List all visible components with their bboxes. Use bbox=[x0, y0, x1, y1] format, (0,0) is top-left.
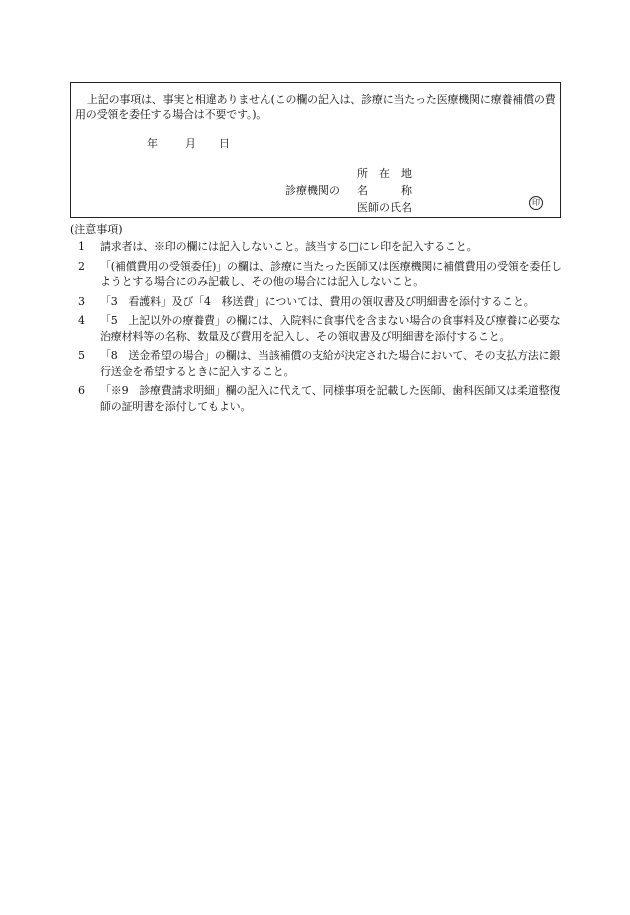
notes-heading: (注意事項) bbox=[70, 223, 123, 236]
note-text: 「5 上記以外の療養費」の欄には、入院料に食事代を含まない場合の食事料及び療養に必要な治療材料等の名称、数量及び費用を記入し、その領収書及び明細書を添付すること。 bbox=[100, 314, 561, 343]
note-text: 「3 看護料」及び「4 移送費」については、費用の領収書及び明細書を添付すること。 bbox=[100, 294, 535, 308]
institution-block bbox=[285, 165, 555, 215]
list-item bbox=[70, 259, 570, 290]
institution-label: 診療機関の bbox=[285, 184, 340, 197]
note-number: 1 bbox=[78, 240, 85, 253]
list-item bbox=[70, 383, 570, 414]
list-item bbox=[70, 294, 570, 310]
note-number: 2 bbox=[78, 259, 85, 273]
doctor-name-label: 医師の氏名 bbox=[357, 201, 412, 214]
notes-list bbox=[70, 239, 570, 418]
note-number: 3 bbox=[78, 294, 85, 308]
list-item bbox=[70, 348, 570, 379]
note-text: 「(補償費用の受領委任)」の欄は、診療に当たった医師又は医療機関に補償費用の受領を委任しようとする場合にのみ記載し、その他の場合には記入しないこと。 bbox=[100, 259, 562, 288]
list-item bbox=[70, 313, 570, 344]
seal-mark: 印 bbox=[529, 196, 543, 210]
note-text: 請求者は、※印の欄には記入しないこと。該当する□にレ印を記入すること。 bbox=[100, 240, 478, 253]
year-label: 年 bbox=[147, 137, 158, 150]
name-label: 名 称 bbox=[357, 184, 412, 197]
note-number: 4 bbox=[78, 314, 85, 327]
certification-statement: 上記の事項は、事実と相違ありません(この欄の記入は、診療に当たった医療機関に療養補償の費用の受領を委任する場合は不要です。)。 bbox=[75, 93, 556, 121]
list-item bbox=[70, 239, 570, 255]
day-label: 日 bbox=[219, 137, 230, 150]
note-text: 「※9 診療費請求明細」欄の記入に代えて、同様事項を記載した医師、歯科医師又は柔道整復師の証明書を添付してもよい。 bbox=[100, 384, 561, 413]
certification-box bbox=[70, 82, 561, 218]
note-number: 6 bbox=[78, 384, 85, 397]
note-text: 「8 送金希望の場合」の欄は、当該補償の支給が決定された場合において、その支払方法に銀行送金を希望するときに記入すること。 bbox=[100, 349, 561, 378]
note-number: 5 bbox=[78, 349, 85, 362]
month-label: 月 bbox=[185, 137, 196, 150]
address-label: 所 在 地 bbox=[357, 167, 412, 180]
